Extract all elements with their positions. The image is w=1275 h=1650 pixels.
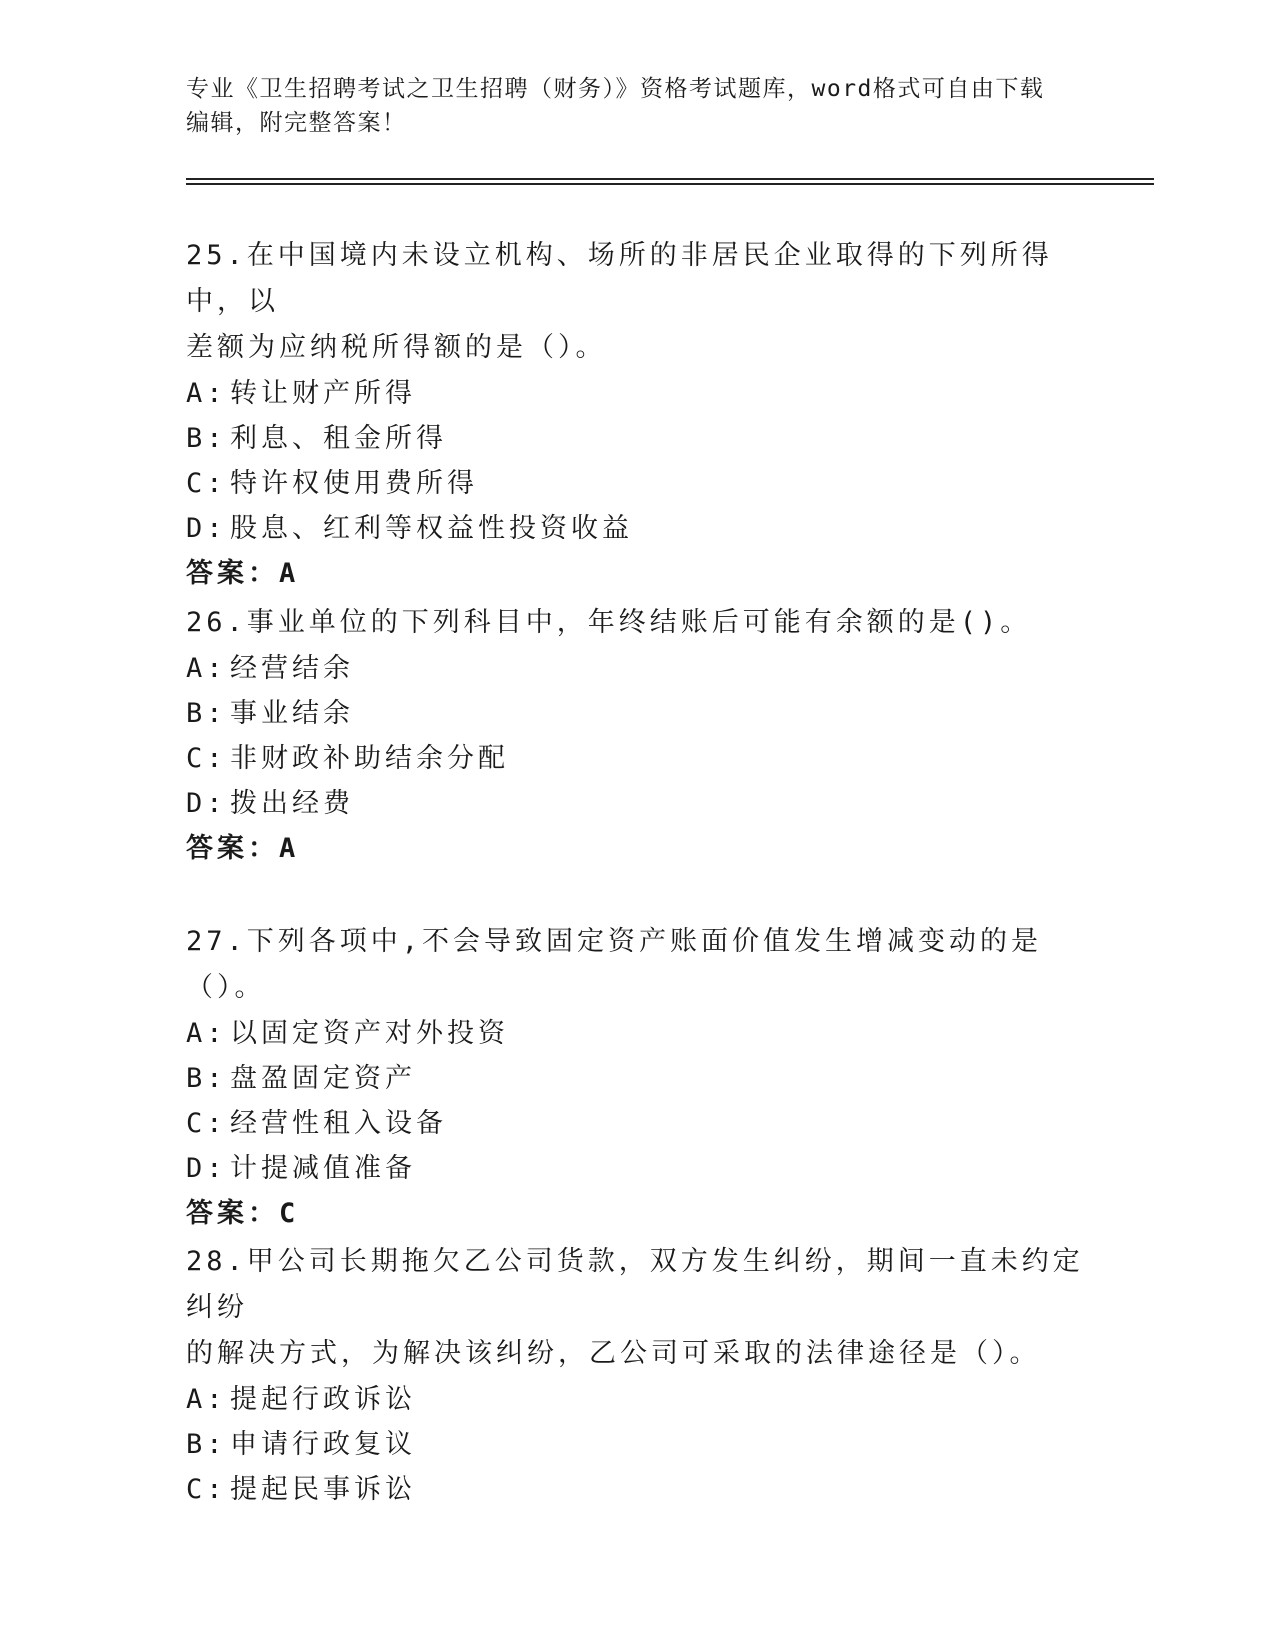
option-a [186, 646, 1086, 691]
option-key: B: [186, 1063, 227, 1094]
option-a [186, 1377, 1086, 1422]
option-text: 申请行政复议 [230, 1429, 416, 1460]
option-b [186, 1056, 1086, 1101]
question-27 [186, 919, 1086, 1237]
question-stem-line: 的解决方式，为解决该纠纷，乙公司可采取的法律途径是（）。 [186, 1338, 1041, 1369]
option-key: D: [186, 1153, 227, 1184]
option-key: B: [186, 423, 227, 454]
option-text: 经营性租入设备 [230, 1108, 447, 1139]
option-text: 利息、租金所得 [230, 423, 447, 454]
header-divider-top [186, 178, 1154, 180]
option-text: 拨出经费 [230, 788, 354, 819]
question-stem-line: 26.事业单位的下列科目中，年终结账后可能有余额的是()。 [186, 607, 1032, 638]
option-key: B: [186, 1429, 227, 1460]
answer-line: 答案：C [186, 1198, 300, 1229]
option-key: A: [186, 1018, 227, 1049]
option-text: 计提减值准备 [230, 1153, 416, 1184]
question-stem-line: 差额为应纳税所得额的是（）。 [186, 332, 607, 363]
option-key: C: [186, 743, 227, 774]
question-stem-line: 28.甲公司长期拖欠乙公司货款，双方发生纠纷，期间一直未约定纠纷 [186, 1246, 1084, 1323]
question-26 [186, 600, 1086, 872]
option-text: 事业结余 [230, 698, 354, 729]
option-b [186, 416, 1086, 461]
option-key: D: [186, 788, 227, 819]
option-a [186, 371, 1086, 416]
option-text: 经营结余 [230, 653, 354, 684]
question-stem-line: 27.下列各项中,不会导致固定资产账面价值发生增减变动的是（）。 [186, 926, 1043, 1003]
option-key: C: [186, 468, 227, 499]
option-text: 特许权使用费所得 [230, 468, 478, 499]
option-key: A: [186, 653, 227, 684]
option-text: 非财政补助结余分配 [230, 743, 509, 774]
option-key: B: [186, 698, 227, 729]
header-line-1: 专业《卫生招聘考试之卫生招聘（财务）》资格考试题库，word格式可自由下载 [186, 76, 1045, 102]
option-key: A: [186, 1384, 227, 1415]
option-d [186, 1146, 1086, 1191]
option-a [186, 1011, 1086, 1056]
option-text: 盘盈固定资产 [230, 1063, 416, 1094]
option-b [186, 691, 1086, 736]
option-c [186, 736, 1086, 781]
option-text: 股息、红利等权益性投资收益 [230, 513, 633, 544]
option-c [186, 1101, 1086, 1146]
option-key: C: [186, 1474, 227, 1505]
option-text: 提起民事诉讼 [230, 1474, 416, 1505]
header-divider-bottom [186, 183, 1154, 185]
question-28 [186, 1239, 1086, 1512]
option-text: 转让财产所得 [230, 378, 416, 409]
answer-line: 答案：A [186, 558, 300, 589]
option-d [186, 506, 1086, 551]
option-key: D: [186, 513, 227, 544]
question-25 [186, 233, 1086, 597]
option-c [186, 1467, 1086, 1512]
answer-line: 答案：A [186, 833, 300, 864]
option-d [186, 781, 1086, 826]
option-key: C: [186, 1108, 227, 1139]
document-header [186, 72, 1066, 140]
option-key: A: [186, 378, 227, 409]
option-text: 以固定资产对外投资 [230, 1018, 509, 1049]
option-text: 提起行政诉讼 [230, 1384, 416, 1415]
option-c [186, 461, 1086, 506]
question-stem-line: 25.在中国境内未设立机构、场所的非居民企业取得的下列所得中，以 [186, 240, 1053, 317]
header-line-2: 编辑，附完整答案！ [186, 110, 407, 136]
option-b [186, 1422, 1086, 1467]
